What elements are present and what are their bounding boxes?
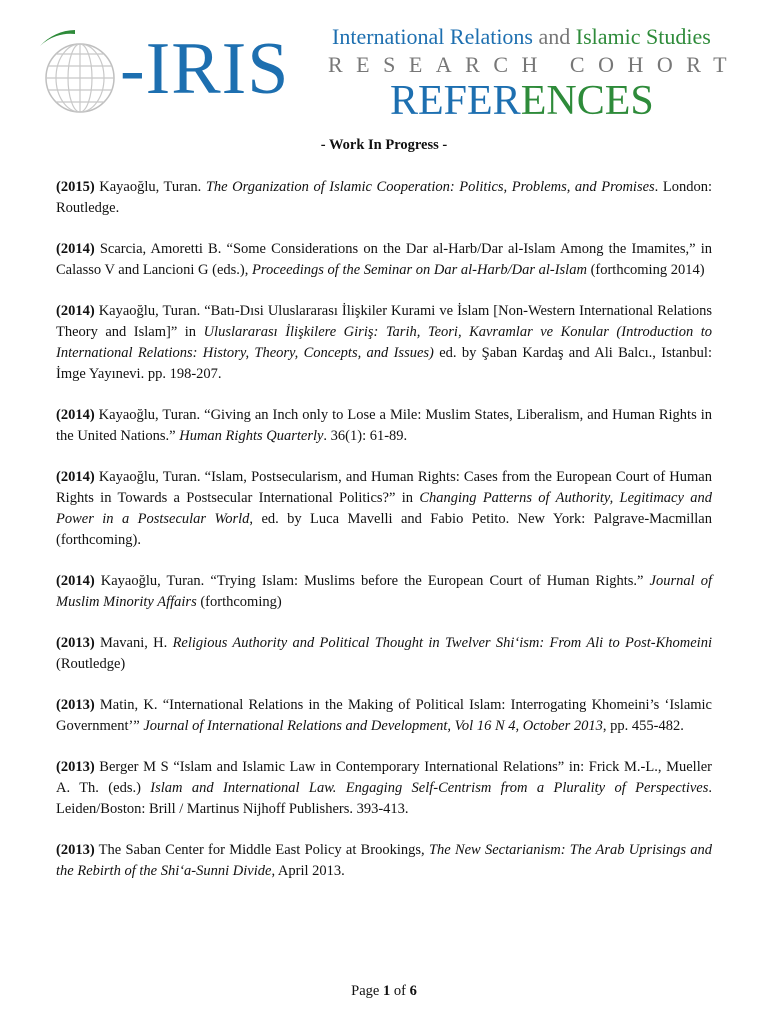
header-title-ir: International Relations [332,24,533,49]
reference-text: , April 2013. [271,863,345,879]
reference-year: (2013) [56,759,95,775]
page-current: 1 [382,983,391,999]
reference-entry [56,695,712,737]
logo-wordmark: -IRIS [120,28,290,110]
reference-title: Journal of International Relations and Development, Vol 16 N 4, October 2013 [143,718,603,734]
page-title-part2: ENCES [520,78,654,124]
reference-entry [56,239,712,281]
reference-text: (forthcoming 2014) [586,262,705,278]
reference-title: The New Sectarianism: The Arab Uprisings and the Rebirth of the Shi‘a-Sunni Divide [56,842,712,879]
reference-year: (2014) [56,469,95,485]
reference-title: Islam and International Law. Engaging Self-Centrism from a Plurality of Perspectives [150,780,709,796]
reference-entry [56,301,712,385]
reference-text: Kayaoğlu, Turan. “Islam, Postsecularism, and Human Rights: Cases from the European Court of Human Rights in Towards a Postsecular International Politics?” in [56,469,712,506]
reference-title: Changing Patterns of Authority, Legitimacy and Power in a Postsecular World [56,490,712,527]
reference-text: ed. by Şaban Kardaş and Ali Balcı., Istanbul: İmge Yayınevi. pp. 198-207. [56,345,712,382]
reference-text: Kayaoğlu, Turan. “Batı-Dısi Uluslararası İlişkiler Kurami ve İslam [Non-Western International Relations Theory and Islam]” in [56,303,712,340]
reference-text: Berger M S “Islam and Islamic Law in Contemporary International Relations” in: Frick M.-L., Mueller A. Th. (eds.) [56,759,712,796]
reference-title: Proceedings of the Seminar on Dar al-Harb/Dar al-Islam [251,262,587,278]
reference-text: Matin, K. “International Relations in the Making of Political Islam: Interrogating Khomeini’s ‘Islamic Government’” [56,697,712,734]
reference-entry [56,177,712,219]
reference-text: , ed. by Luca Mavelli and Fabio Petito. New York: Palgrave-Macmillan (forthcoming). [56,511,712,548]
reference-text: Scarcia, Amoretti B. “Some Considerations on the Dar al-Harb/Dar al-Islam Among the Imamites,” in Calasso V and Lancioni G (eds.), [56,241,712,278]
reference-year: (2013) [56,842,95,858]
reference-title: Uluslararası İlişkilere Giriş: Tarih, Teori, Kavramlar ve Konular (Introduction to International Relations: History, Theory, Concepts, and Issues) [56,324,712,361]
globe-crescent-logo-icon [20,26,130,130]
reference-text: Kayaoğlu, Turan. “Giving an Inch only to Lose a Mile: Muslim States, Liberalism, and Human Rights in the United Nations.” [56,407,712,444]
reference-entry [56,571,712,613]
reference-year: (2013) [56,635,95,651]
work-in-progress-label: - Work In Progress - [320,137,448,153]
reference-entry [56,633,712,675]
page-footer [0,983,768,1000]
reference-title: Religious Authority and Political Thought in Twelver Shi‘ism: From Ali to Post-Khomeini [172,635,712,651]
reference-text: Mavani, H. [94,635,173,651]
header-title-line [332,24,711,50]
reference-text: . 36(1): 61-89. [323,428,408,444]
reference-title: The Organization of Islamic Cooperation: Politics, Problems, and Promises [205,179,655,195]
reference-list [56,177,712,902]
page-of: of [390,983,410,999]
header-subtitle: RESEARCH COHORT [328,52,741,77]
page-title [390,78,654,124]
page-total: 6 [409,983,417,999]
reference-entry [56,467,712,551]
header-title-and: and [533,24,576,49]
reference-text: , pp. 455-482. [602,718,684,734]
reference-entry [56,757,712,820]
reference-text: . London: Routledge. [56,179,712,216]
reference-year: (2014) [56,303,95,319]
header-title-islamic: Islamic Studies [575,24,711,49]
reference-text: (forthcoming) [196,594,282,610]
reference-year: (2013) [56,697,95,713]
reference-text: Kayaoğlu, Turan. “Trying Islam: Muslims before the European Court of Human Rights.” [94,573,650,589]
reference-text: Kayaoğlu, Turan. [94,179,206,195]
reference-year: (2015) [56,179,95,195]
page-title-part1: REFER [390,78,521,124]
page-header [0,0,768,135]
reference-text: . Leiden/Boston: Brill / Martinus Nijhoff Publishers. 393-413. [56,780,712,817]
reference-text: The Saban Center for Middle East Policy at Brookings, [94,842,429,858]
reference-year: (2014) [56,407,95,423]
reference-title: Human Rights Quarterly [179,428,324,444]
reference-title: Journal of Muslim Minority Affairs [56,573,712,610]
page-label: Page [351,983,383,999]
reference-year: (2014) [56,573,95,589]
reference-text: (Routledge) [56,656,126,672]
reference-year: (2014) [56,241,95,257]
reference-entry [56,840,712,882]
reference-entry [56,405,712,447]
